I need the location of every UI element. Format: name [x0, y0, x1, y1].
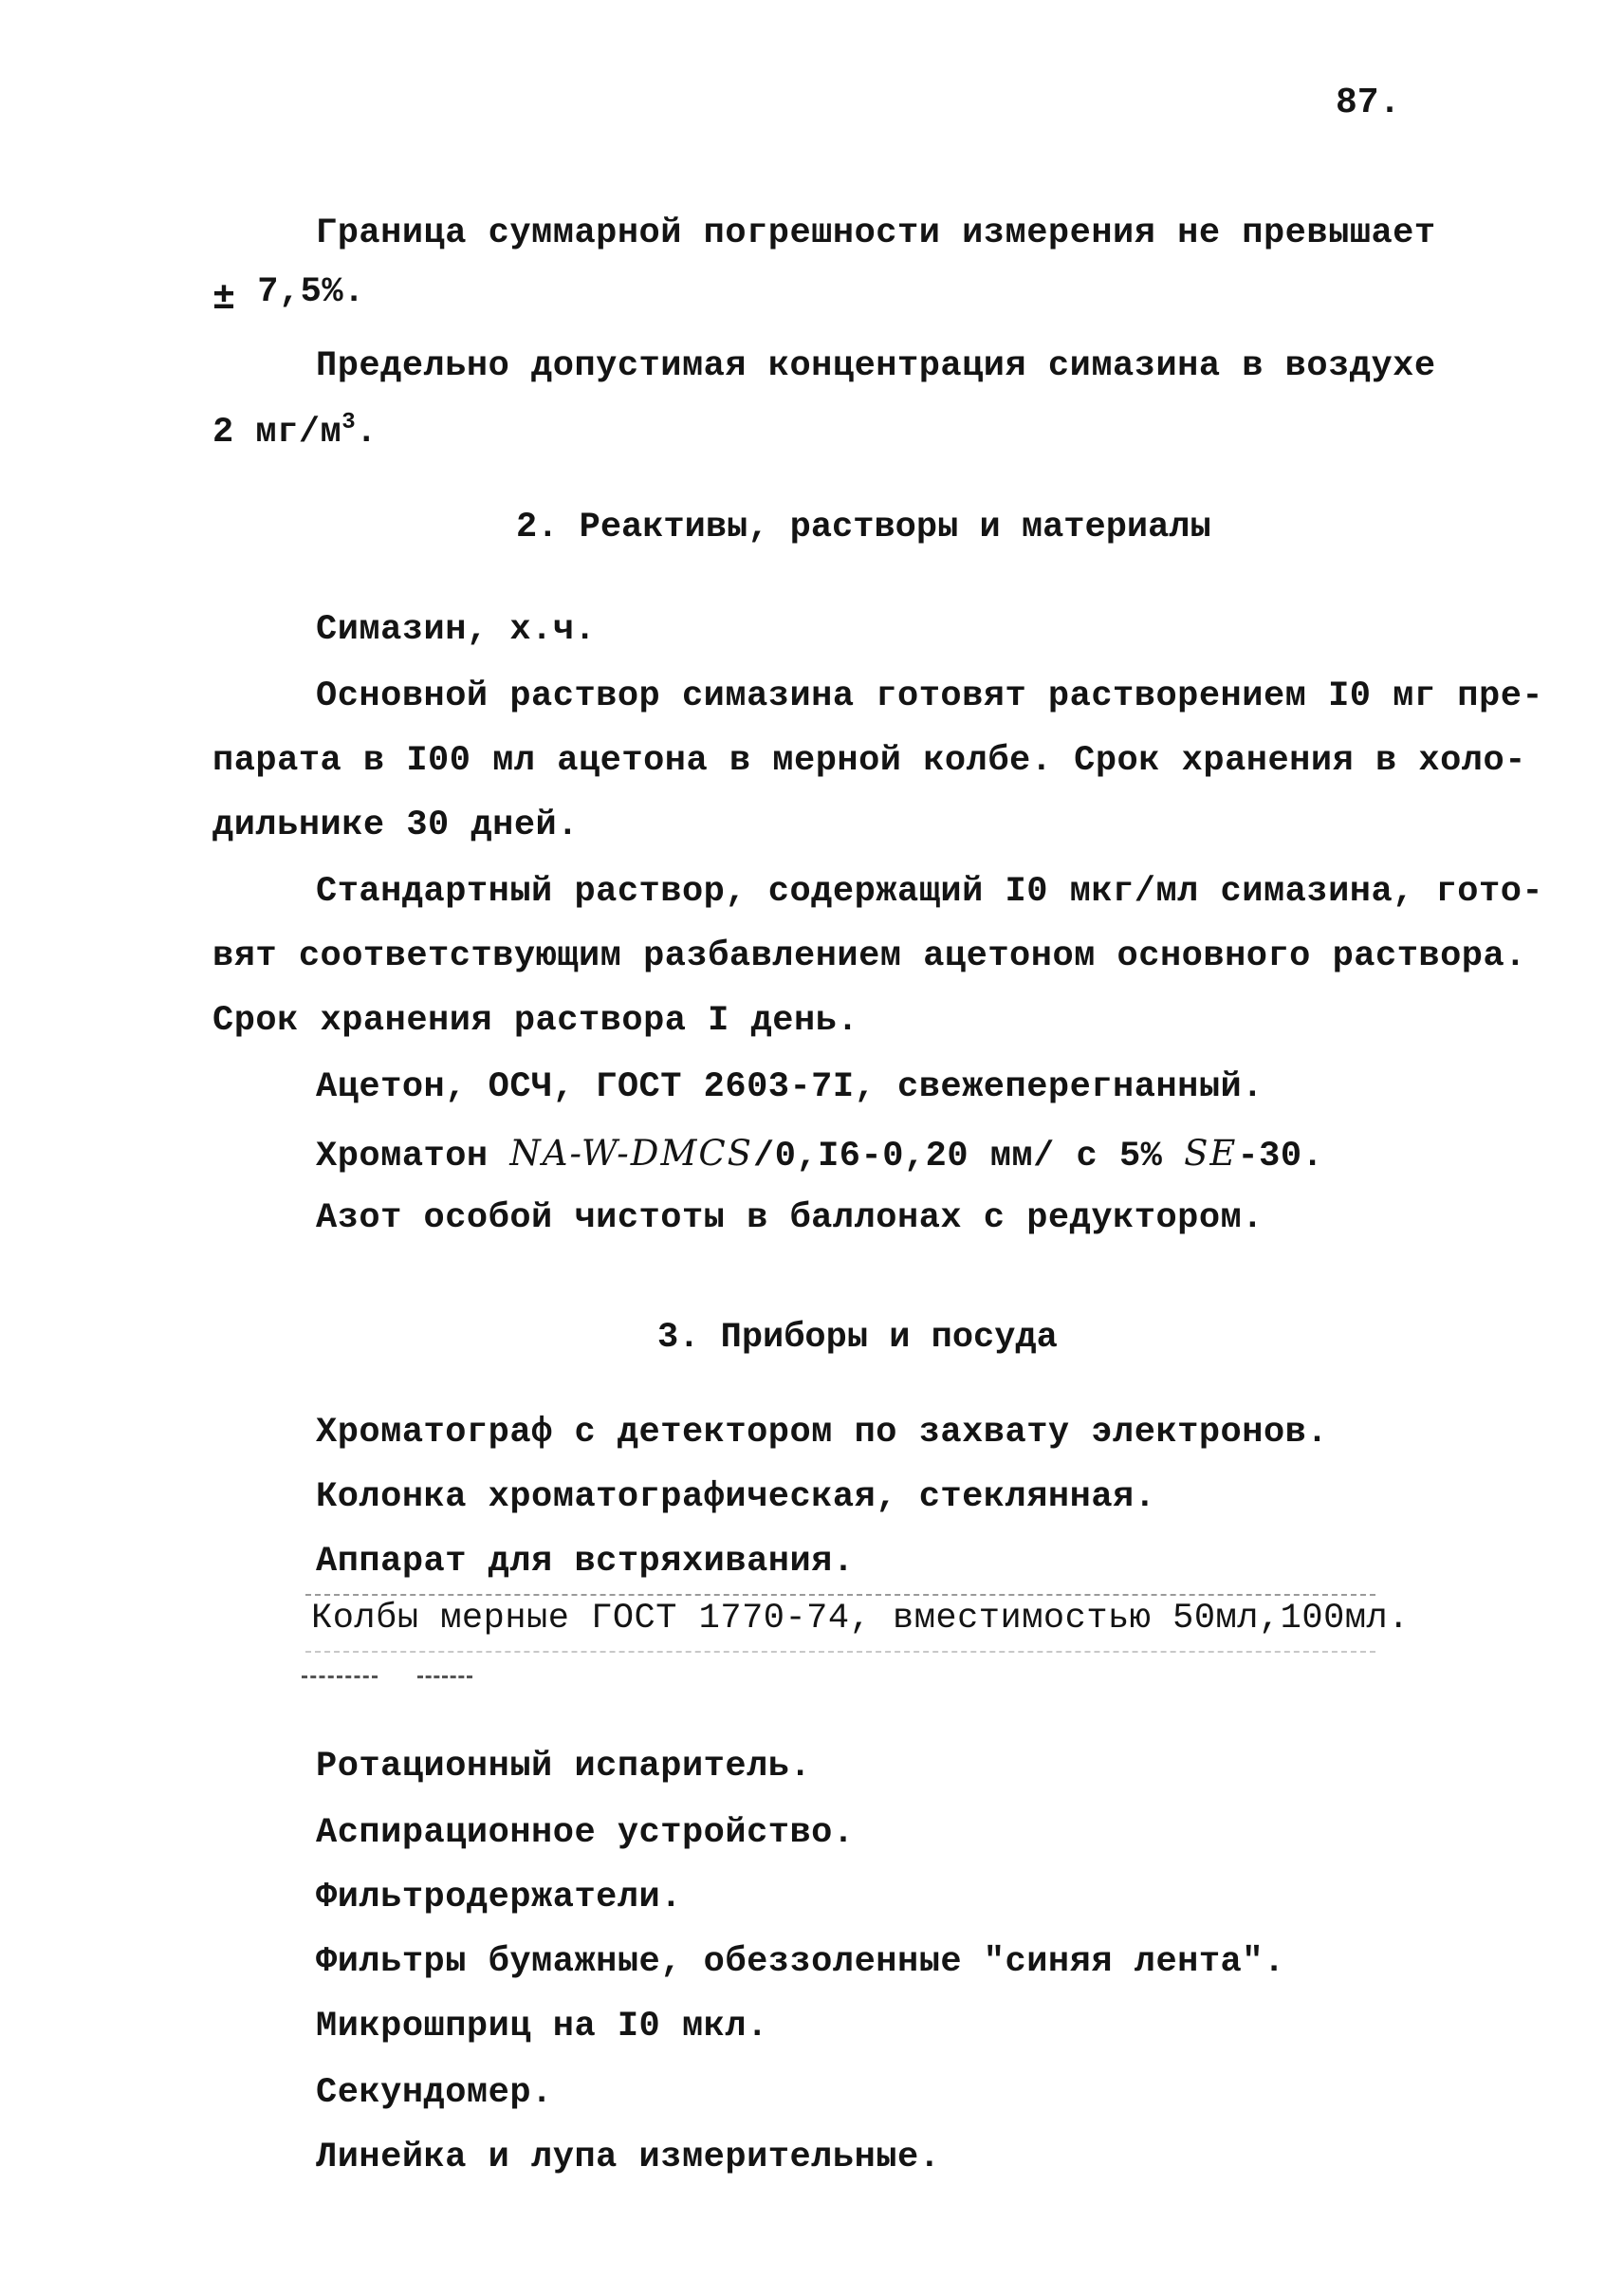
error-value: 7,5%. — [257, 272, 365, 312]
mpc-value: 2 мг/м — [212, 413, 342, 453]
text-line-error-value — [212, 272, 365, 321]
scan-artifact-dash — [417, 1676, 472, 1678]
pasted-correction-strip — [305, 1594, 1410, 1653]
list-item: Линейка и лупа измерительные. — [316, 2138, 941, 2177]
scan-artifact-dash — [302, 1676, 378, 1678]
list-item: Ротационный испаритель. — [316, 1747, 812, 1787]
text-line-standard-solution-1: Стандартный раствор, содержащий I0 мкг/мл симазина, гото- — [316, 872, 1544, 912]
list-item: Фильтродержатели. — [316, 1878, 682, 1917]
list-item: Микрошприц на I0 мкл. — [316, 2007, 768, 2046]
phase-handwritten-name: SE — [1184, 1133, 1238, 1174]
list-item: Аспирационное устройство. — [316, 1813, 855, 1853]
list-item: Аппарат для встряхивания. — [316, 1542, 855, 1582]
text-line-error-bound: Граница суммарной погрешности измерения не превышает — [316, 213, 1436, 253]
page-number: 87. — [1336, 83, 1401, 123]
section-heading-reagents: 2. Реактивы, растворы и материалы — [516, 508, 1211, 547]
text-line-mpc-value — [212, 412, 378, 454]
text-line-nitrogen: Азот особой чистоты в баллонах с редуктором. — [316, 1198, 1264, 1238]
mpc-superscript: 3 — [341, 410, 357, 435]
chromaton-spec: /0,I6-0,20 мм/ с 5% — [752, 1137, 1163, 1176]
text-line-stock-solution-2: парата в I00 мл ацетона в мерной колбе. Срок хранения в холо- — [212, 741, 1526, 781]
text-line-standard-solution-2: вят соответствующим разбавлением ацетоном основного раствора. — [212, 936, 1526, 976]
plus-minus-sign: ± — [212, 278, 236, 321]
list-item: Секундомер. — [316, 2073, 553, 2113]
text-line-acetone: Ацетон, ОСЧ, ГОСТ 2603-7I, свежеперегнанный. — [316, 1067, 1264, 1107]
text-line-chromaton — [316, 1133, 1323, 1177]
text-line-standard-solution-3: Срок хранения раствора I день. — [212, 1001, 859, 1041]
text-line-stock-solution-1: Основной раствор симазина готовят растворением I0 мг пре- — [316, 676, 1544, 716]
list-item: Фильтры бумажные, обеззоленные "синяя лента". — [316, 1942, 1285, 1982]
mpc-period: . — [356, 413, 378, 453]
chromaton-handwritten-grade: NA-W-DMCS — [509, 1133, 753, 1174]
list-item: Хроматограф с детектором по захвату электронов. — [316, 1413, 1329, 1453]
phase-number: -30. — [1237, 1137, 1324, 1176]
text-line-mpc: Предельно допустимая концентрация симазина в воздухе — [316, 346, 1436, 386]
text-line-stock-solution-3: дильнике 30 дней. — [212, 805, 579, 845]
list-item: Колонка хроматографическая, стеклянная. — [316, 1477, 1156, 1517]
text-line-simazine: Симазин, х.ч. — [316, 610, 597, 650]
section-heading-instruments: 3. Приборы и посуда — [657, 1318, 1058, 1358]
list-item: Колбы мерные ГОСТ 1770-74, вместимостью 50мл,100мл. — [311, 1599, 1410, 1639]
chromaton-label: Хроматон — [316, 1137, 489, 1176]
